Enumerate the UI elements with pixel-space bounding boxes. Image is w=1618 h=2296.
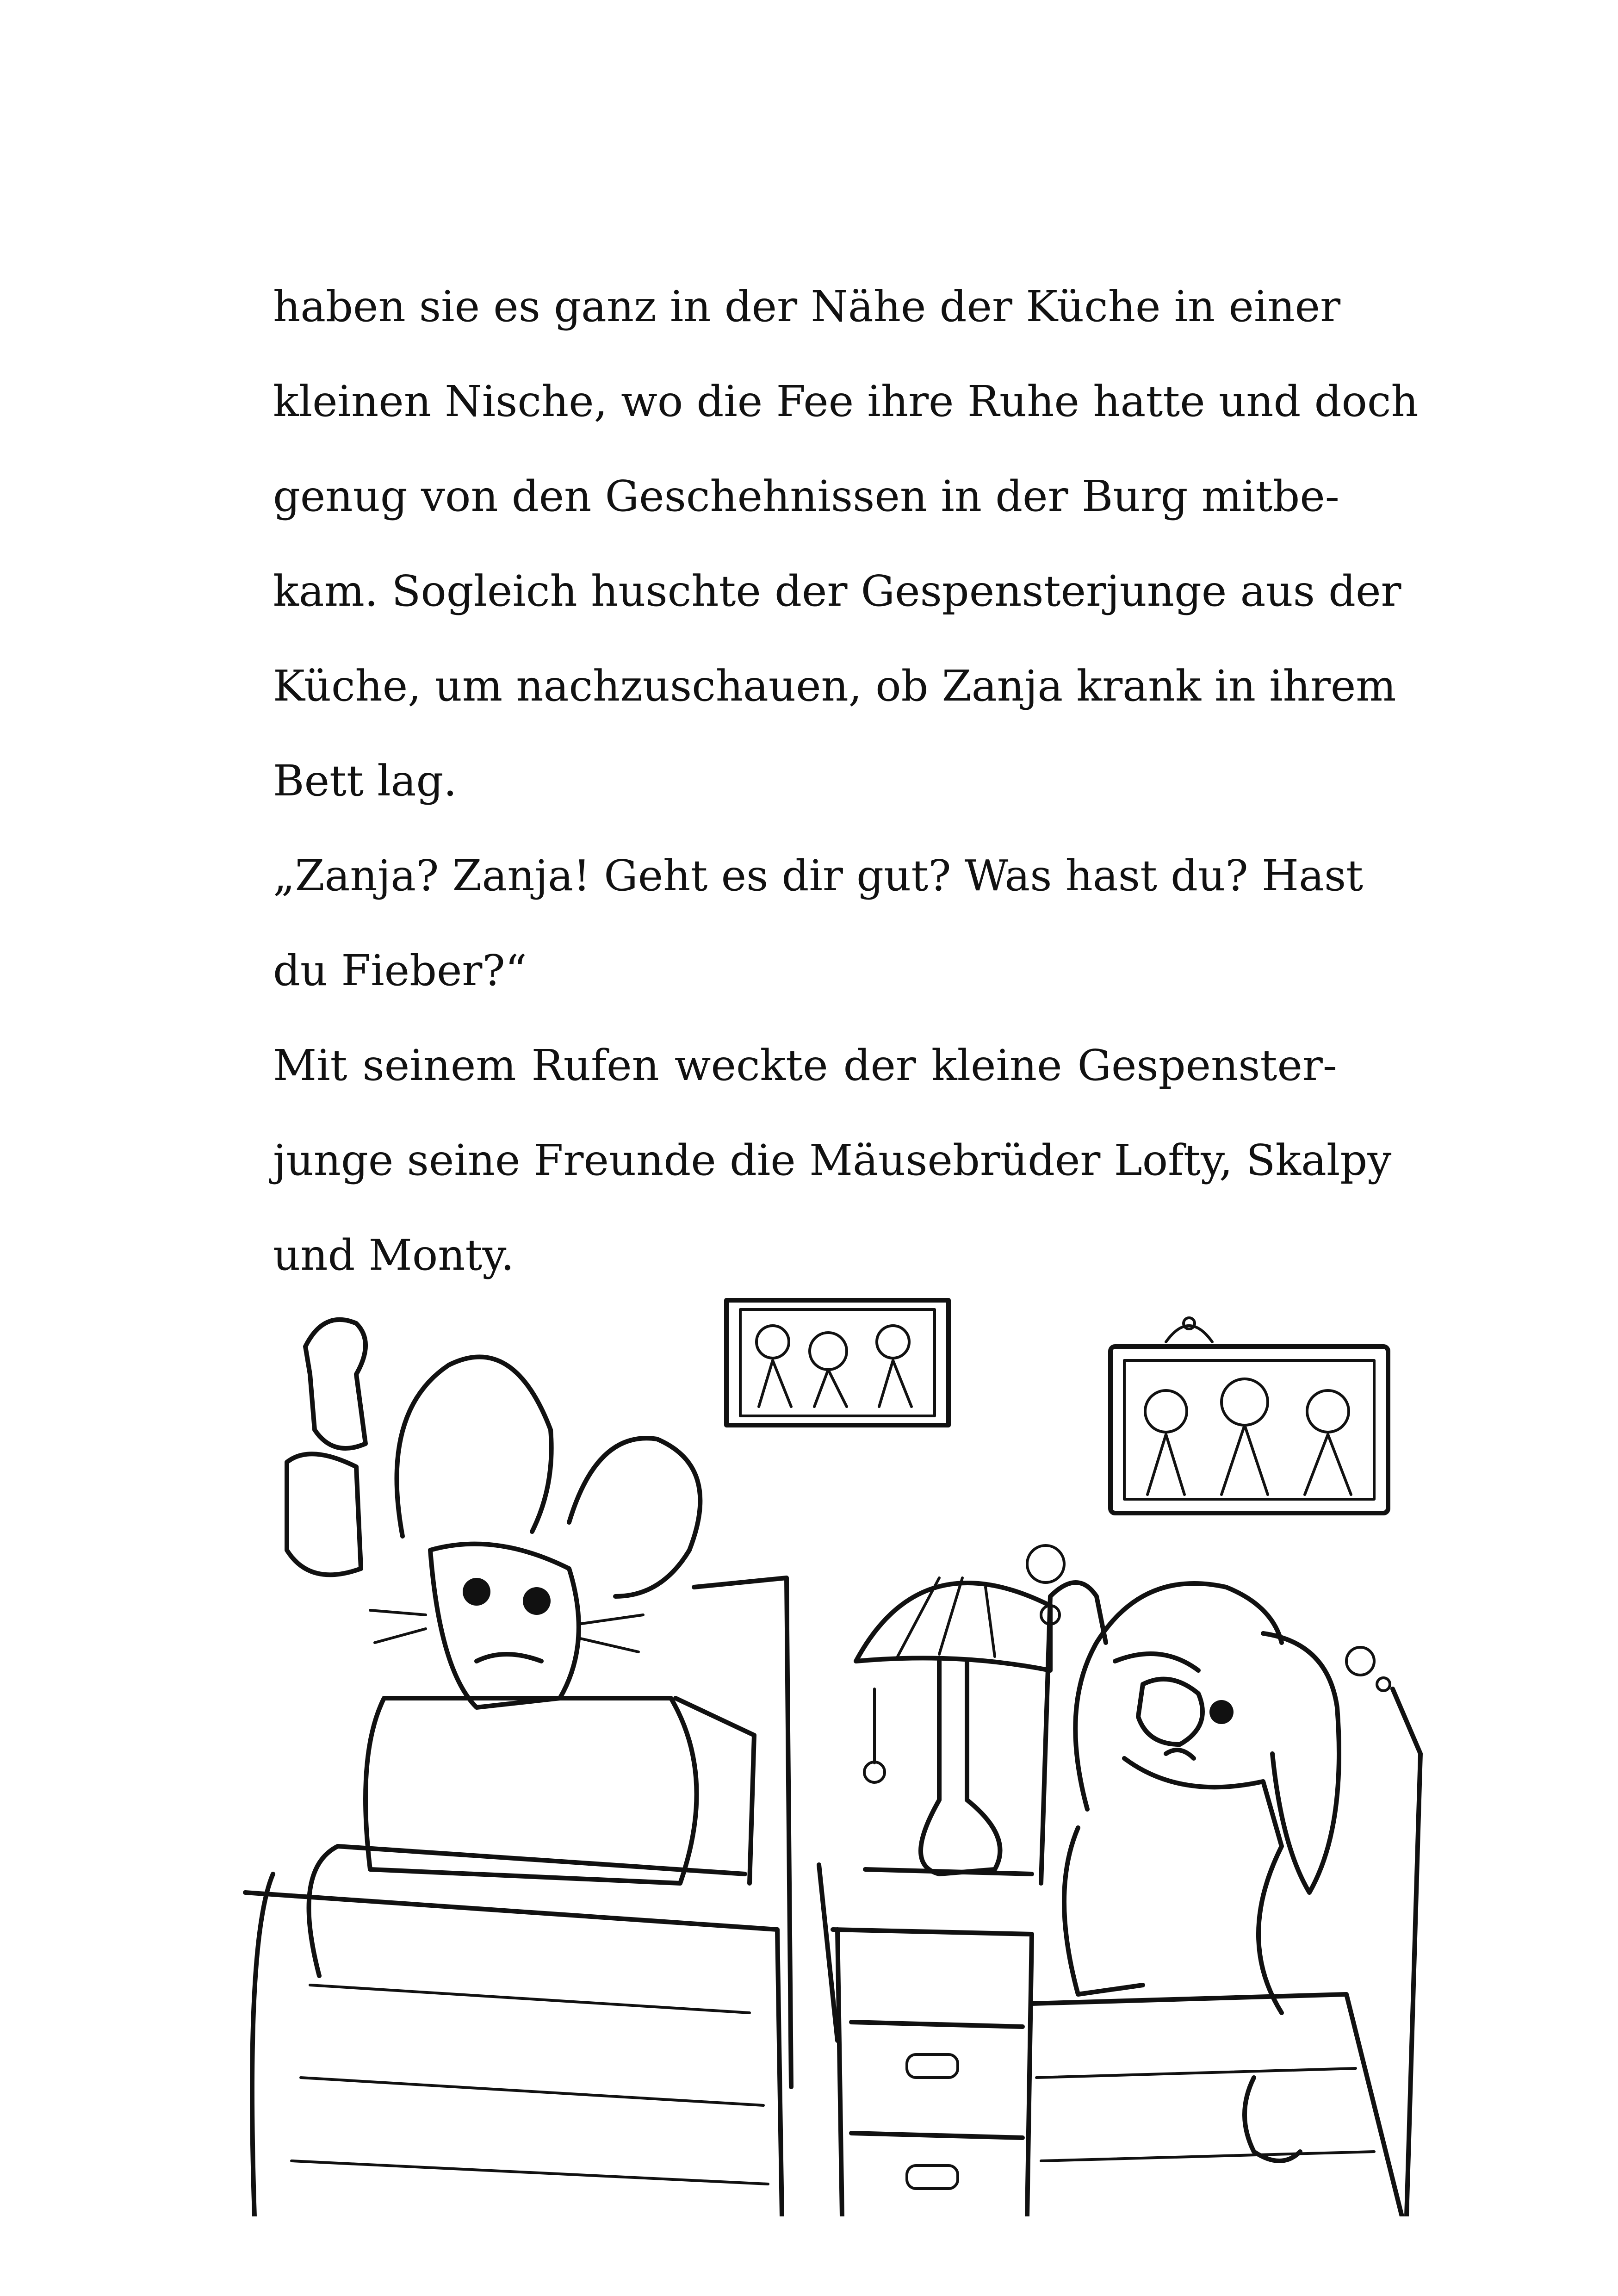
text-line-8: du Fieber?“: [273, 946, 527, 995]
mouse-character: [287, 1320, 754, 1883]
text-line-1: haben sie es ganz in der Nähe der Küche in einer: [273, 282, 1341, 331]
text-line-6: Bett lag.: [273, 756, 457, 806]
bedroom-illustration: [217, 1291, 1504, 2216]
nightstand: [819, 1865, 1032, 2216]
story-text: [273, 259, 1419, 1303]
text-line-3: genug von den Geschehnissen in der Burg mitbe-: [273, 472, 1339, 521]
bed-left: [245, 1578, 791, 2216]
wall-picture-right: [1110, 1318, 1388, 1513]
text-line-2: kleinen Nische, wo die Fee ihre Ruhe hatte und doch: [273, 377, 1419, 426]
illustration-drawing: [217, 1291, 1504, 2216]
bed-right: [1032, 1582, 1420, 2216]
table-lamp: [856, 1545, 1064, 1874]
text-line-10: junge seine Freunde die Mäusebrüder Lofty, Skalpy: [273, 1136, 1392, 1185]
text-line-5: Küche, um nachzuschauen, ob Zanja krank in ihrem: [273, 661, 1396, 711]
text-line-9: Mit seinem Rufen weckte der kleine Gespenster-: [273, 1041, 1337, 1090]
text-line-7: „Zanja? Zanja! Geht es dir gut? Was hast du? Hast: [273, 851, 1364, 900]
text-line-4: kam. Sogleich huschte der Gespensterjunge aus der: [273, 566, 1401, 616]
text-line-11: und Monty.: [273, 1230, 515, 1280]
wall-picture-left: [726, 1300, 948, 1425]
